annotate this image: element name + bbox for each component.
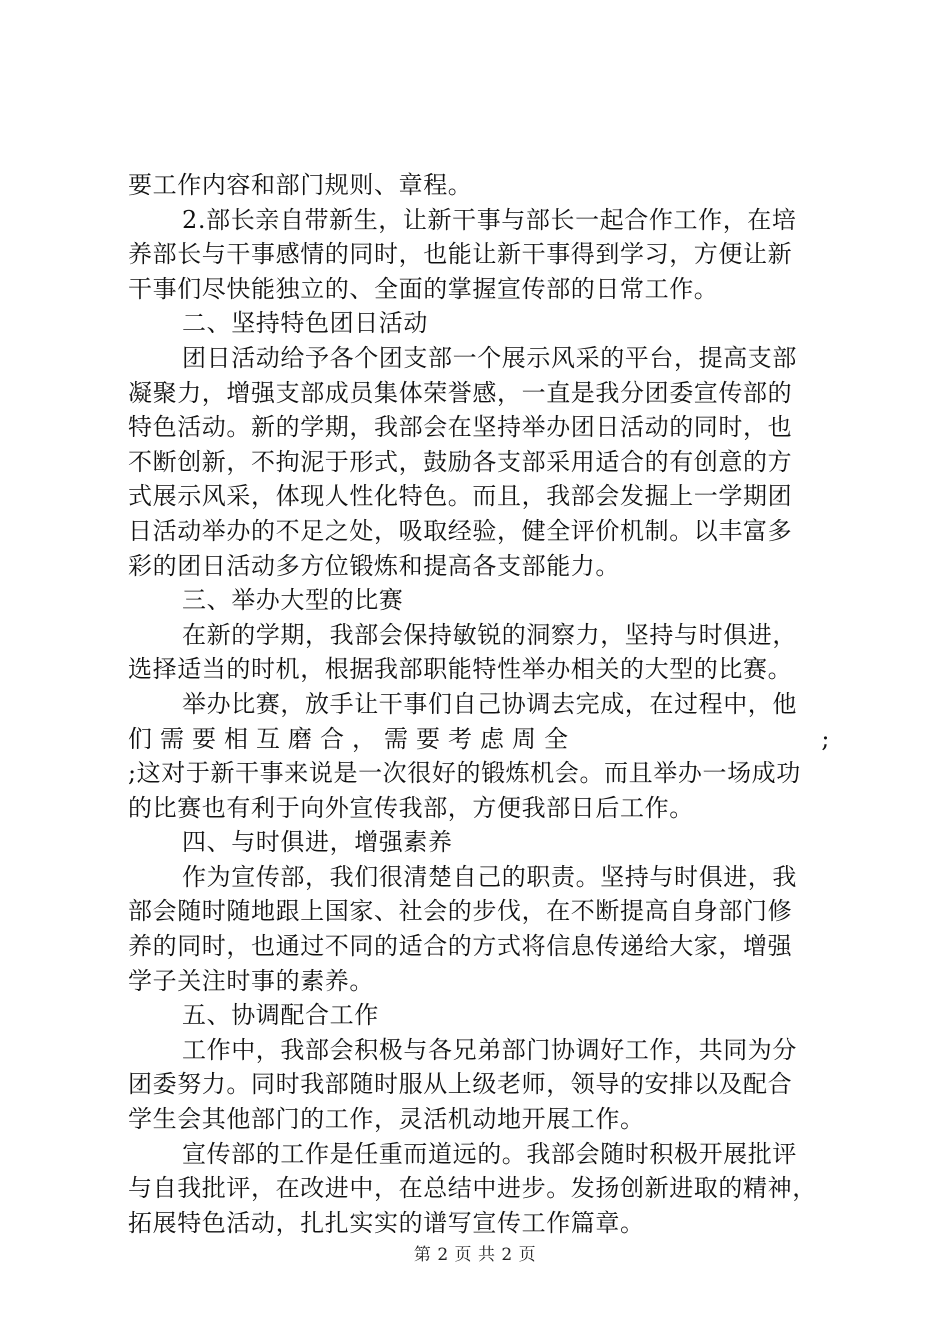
paragraph-line: 养部长与干事感情的同时，也能让新干事得到学习，方便让新	[128, 240, 793, 269]
paragraph-line: 要工作内容和部门规则、章程。	[128, 171, 473, 199]
paragraph-line: 选择适当的时机，根据我部职能特性举办相关的大型的比赛。	[128, 655, 793, 684]
paragraph-line: 干事们尽快能独立的、全面的掌握宣传部的日常工作。	[128, 274, 719, 303]
paragraph-line: 工作中，我部会积极与各兄弟部门协调好工作，共同为分	[182, 1035, 797, 1064]
paragraph-line: 团委努力。同时我部随时服从上级老师，领导的安排以及配合	[128, 1070, 793, 1099]
paragraph-line: 2.部长亲自带新生，让新干事与部长一起合作工作，在培	[182, 205, 797, 234]
paragraph-line: 养的同时，也通过不同的适合的方式将信息传递给大家，增强	[128, 932, 793, 961]
paragraph-line: 作为宣传部，我们很清楚自己的职责。坚持与时俱进，我	[182, 862, 797, 891]
paragraph-line: ;这对于新干事来说是一次很好的锻炼机会。而且举办一场成功	[128, 759, 801, 788]
paragraph-line: 学生会其他部门的工作，灵活机动地开展工作。	[128, 1105, 645, 1134]
paragraph-line: 彩的团日活动多方位锻炼和提高各支部能力。	[128, 551, 620, 580]
paragraph-line: 的比赛也有利于向外宣传我部，方便我部日后工作。	[128, 793, 694, 822]
paragraph-line: 不断创新，不拘泥于形式，鼓励各支部采用适合的有创意的方	[128, 447, 793, 476]
section-heading: 五、协调配合工作	[182, 1001, 379, 1030]
paragraph-line: 学子关注时事的素养。	[128, 966, 374, 995]
paragraph-line: 特色活动。新的学期，我部会在坚持举办团日活动的同时，也	[128, 413, 793, 442]
paragraph-line-end: ;	[821, 724, 830, 753]
paragraph-line: 宣传部的工作是任重而道远的。我部会随时积极开展批评	[182, 1139, 797, 1168]
paragraph-line: 与自我批评，在改进中，在总结中进步。发扬创新进取的精神，	[128, 1174, 817, 1203]
paragraph-line: 日活动举办的不足之处，吸取经验，健全评价机制。以丰富多	[128, 516, 793, 545]
paragraph-line: 式展示风采，体现人性化特色。而且，我部会发掘上一学期团	[128, 482, 793, 511]
paragraph-line: 举办比赛，放手让干事们自己协调去完成，在过程中，他	[182, 689, 797, 718]
section-heading: 四、与时俱进，增强素养	[182, 828, 453, 857]
paragraph-line: 团日活动给予各个团支部一个展示风采的平台，提高支部	[182, 343, 797, 372]
paragraph-line-start: 们需要相互磨合，需要考虑周全	[128, 724, 576, 753]
paragraph-line: 部会随时随地跟上国家、社会的步伐，在不断提高自身部门修	[128, 897, 793, 926]
paragraph-line: 在新的学期，我部会保持敏锐的洞察力，坚持与时俱进，	[182, 620, 797, 649]
page-footer: 第 2 页 共 2 页	[413, 1245, 537, 1265]
section-heading: 三、举办大型的比赛	[182, 586, 404, 615]
paragraph-line: 拓展特色活动，扎扎实实的谱写宣传工作篇章。	[128, 1208, 645, 1237]
document-body	[128, 168, 830, 1240]
section-heading: 二、坚持特色团日活动	[182, 309, 428, 338]
paragraph-line	[128, 722, 830, 757]
paragraph-line: 凝聚力，增强支部成员集体荣誉感，一直是我分团委宣传部的	[128, 378, 793, 407]
